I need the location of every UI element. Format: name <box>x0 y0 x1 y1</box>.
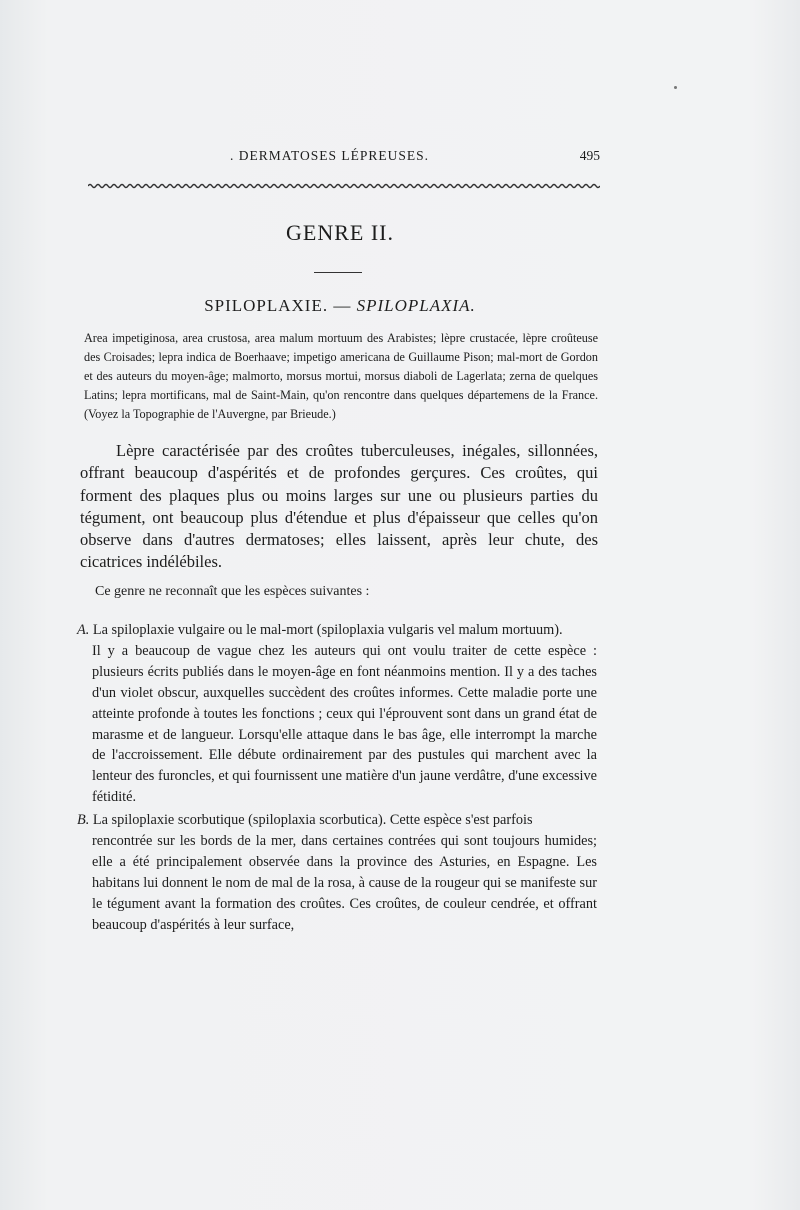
species-entry-b <box>77 810 597 935</box>
description-text: Lèpre caractérisée par des croûtes tuberculeuses, inégales, sillonnées, offrant beaucoup d'aspérités et de profondes gerçures. Ces croûtes, qui forment des plaques plus ou moins larges sur une ou plusieurs parties du tégument, ont beaucoup plus d'étendue et plus d'épaisseur que celles qu'on observe dans d'autres dermatoses; elles laissent, après leur chute, des cicatrices indélébiles. <box>80 441 598 572</box>
species-entry-a <box>77 620 597 808</box>
entry-a-title: La spiloplaxie vulgaire ou le mal-mort (spiloplaxia vulgaris vel malum mortuum). <box>92 622 563 638</box>
ink-speck <box>674 86 677 89</box>
page-number: 495 <box>579 148 600 163</box>
entry-a-body: Il y a beaucoup de vague chez les auteurs qui ont voulu traiter de cette espèce : plusieurs écrits publiés dans le moyen-âge en font néanmoins mention. Il y a des taches d'un violet obscur, auxquelles succèdent des croûtes informes. Cette maladie porte une atteinte profonde à toutes les fonctions ; ceux qui l'éprouvent sont dans un grand état de marasme et de langueur. Lorsqu'elle attaque dans le bas âge, elle interrompt la marche de l'accroissement. Elle débute ordinairement par des pustules qui marchent avec la lenteur des furoncles, et qui fournissent une matière d'un jaune verdâtre, d'une excessive fétidité. <box>92 642 597 806</box>
synonyms-text: Area impetiginosa, area crustosa, area malum mortuum des Arabistes; lèpre crustacée, lèpre croûteuse des Croisades; lepra indica de Boerhaave; impetigo americana de Guillaume Pison; mal-mort de Gordon et des auteurs du moyen-âge; malmorto, morsus mortui, morsus diaboli de Lagerlata; zerna de quelques Latins; lepra mortificans, mal de Saint-Main, qu'on rencontre dans quelques départemens de la France. (Voyez la Topographie de l'Auvergne, par Brieude.) <box>84 331 598 421</box>
running-head <box>78 148 600 168</box>
wavy-rule <box>88 182 600 190</box>
species-name: SPILOPLAXIE. <box>204 296 329 315</box>
genre-title: GENRE II. <box>286 220 394 245</box>
synonyms-paragraph <box>84 329 598 424</box>
title-rule <box>314 272 362 273</box>
entry-b-letter: B. <box>77 812 90 828</box>
entry-a-lead <box>77 620 597 641</box>
entry-b-title: La spiloplaxie scorbutique (spiloplaxia scorbutica). Cette espèce s'est parfois <box>92 812 533 828</box>
species-latin-name: SPILOPLAXIA. <box>356 296 476 315</box>
species-list-intro: Ce genre ne reconnaît que les espèces suivantes : <box>95 584 370 599</box>
entry-b-lead <box>77 810 597 831</box>
species-title <box>0 296 680 316</box>
genre-description <box>80 440 598 574</box>
running-title: . DERMATOSES LÉPREUSES. <box>230 148 430 163</box>
entry-a-letter: A. <box>77 622 90 638</box>
species-separator: — <box>328 296 357 315</box>
entry-b-body: rencontrée sur les bords de la mer, dans certaines contrées qui sont toujours humides; elle a été principalement observée dans la province des Asturies, en Espagne. Les habitans lui donnent le nom de mal de la rosa, à cause de la rougeur qui se manifeste sur le tégument avant la formation des croûtes. Ces croûtes, de couleur cendrée, et offrant beaucoup d'aspérités à leur surface, <box>92 832 597 933</box>
